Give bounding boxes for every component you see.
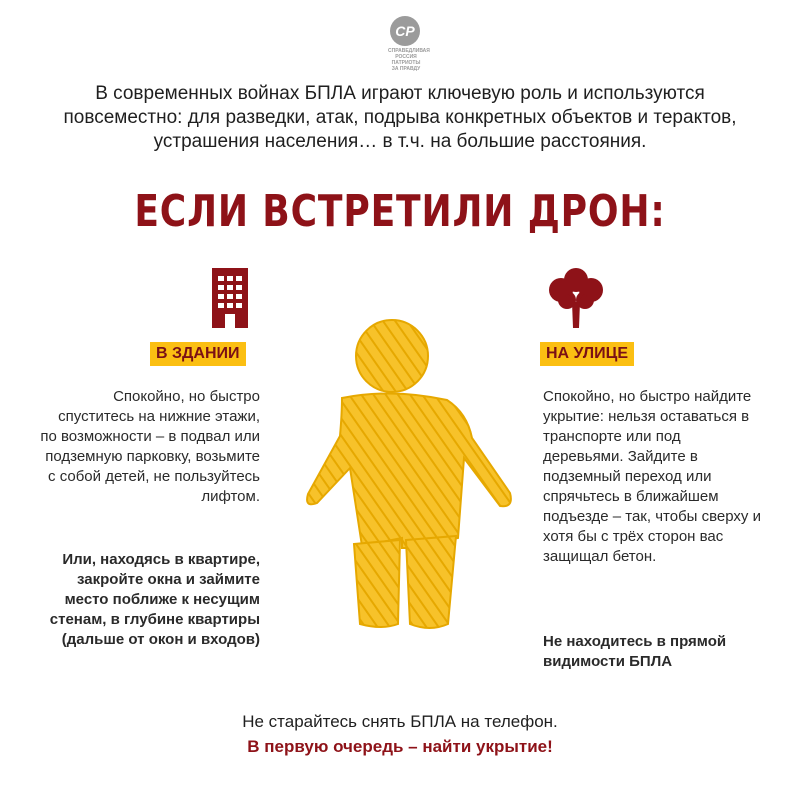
footer-note: Не старайтесь снять БПЛА на телефон. [242, 712, 558, 731]
footer-call-to-action: В первую очередь – найти укрытие! [247, 737, 553, 756]
street-instructions: Спокойно, но быстро найдите укрытие: нельзя оставаться в транспорте или под деревьями. Зайдите в подземный переход или спрячьтесь в ближайшем подъезде – так, чтобы сверху и хотя бы с трёх сторон вас защищал бетон. [543, 388, 761, 565]
logo-text: СПРАВЕДЛИВАЯ РОССИЯ ПАТРИОТЫ ЗА ПРАВДУ [388, 48, 430, 72]
intro-text: В современных войнах БПЛА играют ключевую роль и используются повсеместно: для разведки, атак, подрыва конкретных объектов и терактов, устрашения населения… в т.ч. на большие расстояния. [63, 83, 737, 152]
headline: ЕСЛИ ВСТРЕТИЛИ ДРОН: [134, 186, 666, 237]
person-illustration [282, 318, 532, 648]
street-visibility-warning: Не находитесь в прямой видимости БПЛА [543, 633, 727, 670]
building-instructions: Спокойно, но быстро спуститесь на нижние этажи, по возможности – в подвал или подземную парковку, возьмите с собой детей, не пользуйтесь лифтом. [40, 388, 260, 505]
building-apartment-instructions: Или, находясь в квартире, закройте окна и займите место поближе к несущим стенам, в глубине квартиры (дальше от окон и входов) [49, 551, 260, 648]
building-icon [210, 268, 250, 330]
label-in-building: В ЗДАНИИ [150, 342, 246, 366]
label-on-street: НА УЛИЦЕ [540, 342, 634, 366]
logo-mark: СР [390, 16, 420, 46]
tree-icon [545, 266, 607, 328]
party-logo [386, 16, 430, 72]
